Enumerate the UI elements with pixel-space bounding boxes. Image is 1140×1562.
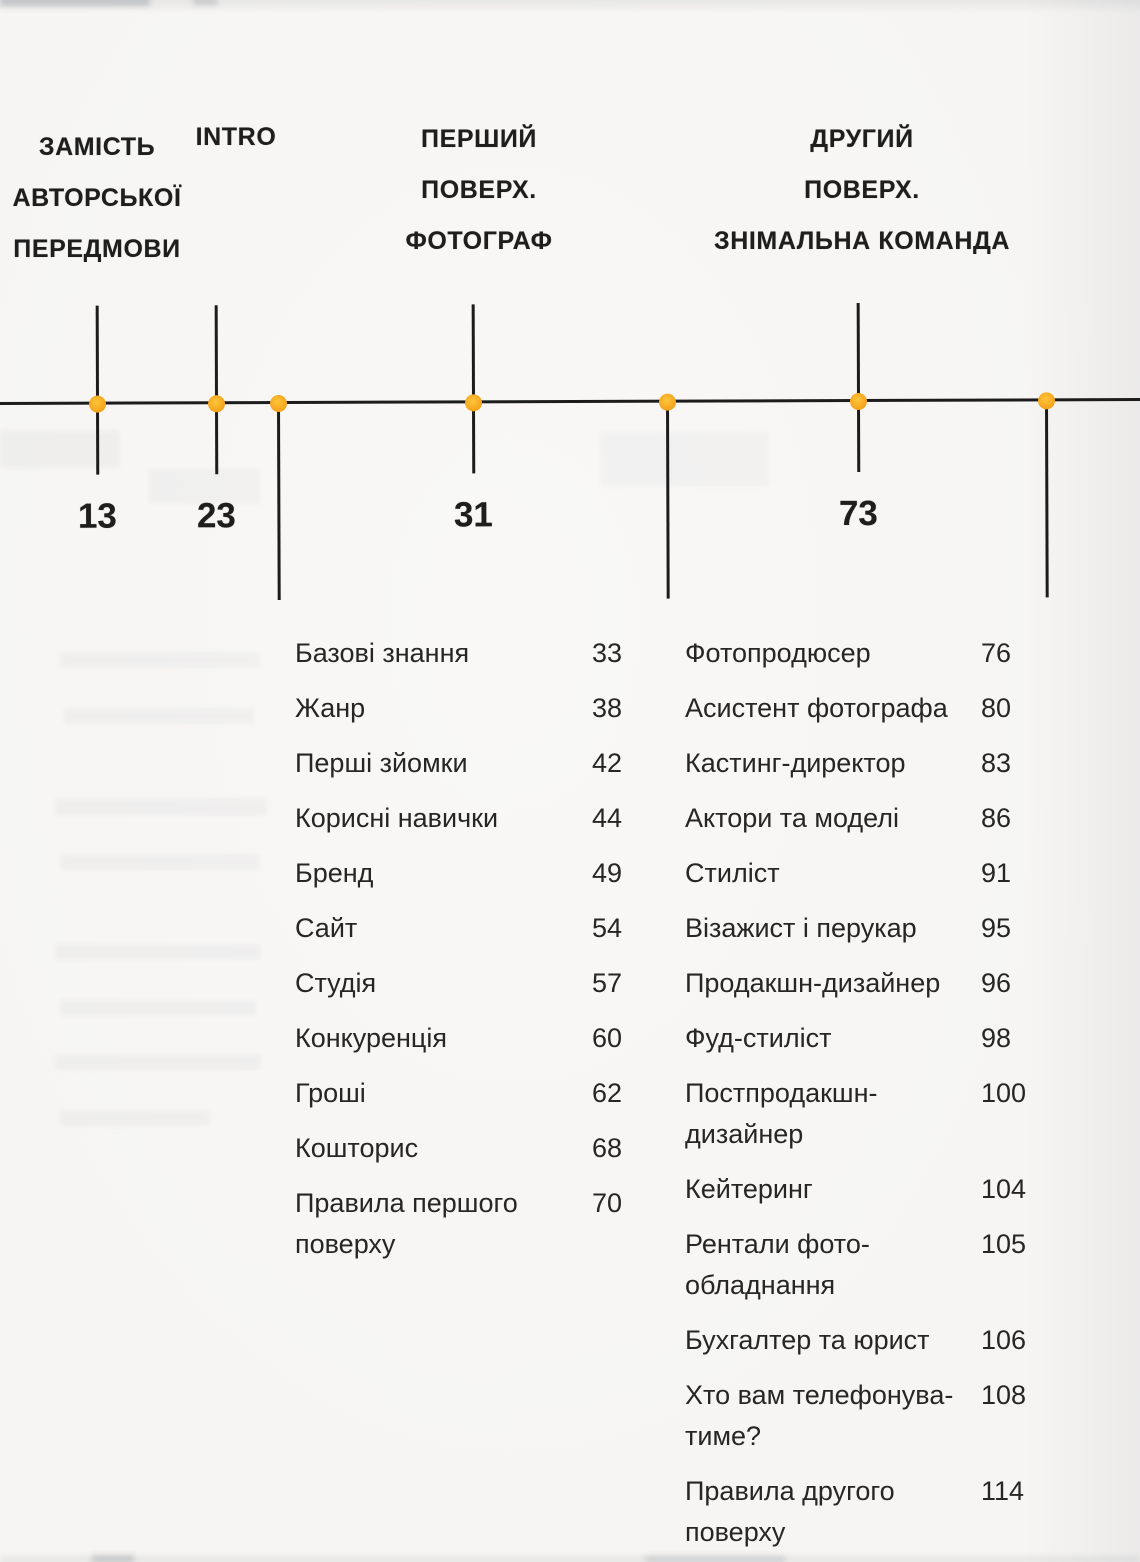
toc-item-page: 100 <box>981 1078 1027 1108</box>
toc-item-page: 42 <box>592 748 623 778</box>
toc-item-page: 44 <box>592 803 623 833</box>
toc-item-page: 57 <box>592 968 623 998</box>
heading-line: ФОТОГРАФ <box>405 227 553 255</box>
timeline-dot <box>464 394 481 411</box>
toc-item-title: Бухгалтер та юрист <box>685 1325 930 1355</box>
heading-line: INTRO <box>195 123 277 151</box>
timeline-dot <box>207 395 224 412</box>
toc-item-title: Базові знання <box>295 638 470 668</box>
toc-item <box>295 1183 635 1265</box>
timeline-dot <box>1037 392 1054 409</box>
timeline-divider-line <box>1045 401 1049 597</box>
timeline-dot <box>658 393 675 410</box>
toc-item <box>685 908 1030 949</box>
toc-item-page: 62 <box>592 1078 623 1108</box>
timeline-tick <box>472 403 475 473</box>
toc-item <box>685 633 1030 674</box>
toc-item <box>295 853 635 894</box>
heading-line: ЗАМІСТЬ <box>38 133 156 161</box>
toc-item-title: Жанр <box>295 693 366 723</box>
bleed-through-text <box>55 798 267 816</box>
toc-item <box>295 908 635 949</box>
toc-item-page: 96 <box>981 968 1012 998</box>
scan-edge-bottom-mark <box>92 1555 134 1562</box>
toc-item <box>685 1073 1030 1155</box>
toc-item <box>685 798 1030 839</box>
timeline-tick <box>856 303 859 400</box>
heading-line: ПОВЕРХ. <box>804 176 920 204</box>
bleed-through-text <box>55 1054 261 1070</box>
toc-item <box>685 743 1030 784</box>
timeline-page-number: 31 <box>453 495 493 535</box>
timeline-tick <box>857 402 860 472</box>
toc-item <box>295 963 635 1004</box>
heading-line: ПЕРЕДМОВИ <box>13 235 181 263</box>
toc-item-page: 70 <box>592 1188 623 1218</box>
toc-item-title: Студія <box>295 968 377 998</box>
heading-line: ЗНІМАЛЬНА КОМАНДА <box>713 227 1011 255</box>
timeline <box>0 0 1140 702</box>
toc-item-page: 105 <box>981 1229 1027 1259</box>
toc-item <box>295 743 635 784</box>
heading-line: ПЕРШИЙ <box>421 125 537 153</box>
toc-item-page: 60 <box>592 1023 623 1053</box>
toc-item-title: Гроші <box>295 1078 366 1108</box>
toc-item-title: Перші зйомки <box>295 748 468 778</box>
toc-item-title: Сайт <box>295 913 358 943</box>
toc-item-title: Хто вам телефонува- <box>685 1380 954 1410</box>
toc-item <box>295 1018 635 1059</box>
toc-item-title: Правила першого <box>295 1188 518 1218</box>
toc-item-page: 95 <box>981 913 1012 943</box>
toc-item-page: 86 <box>981 803 1012 833</box>
toc-item-title: Постпродакшн- <box>685 1078 878 1108</box>
toc-item <box>685 1320 1030 1361</box>
timeline-divider-line <box>666 403 670 599</box>
timeline-dot <box>88 395 105 412</box>
timeline-page-number: 23 <box>196 496 236 536</box>
toc-item-page: 68 <box>592 1133 623 1163</box>
timeline-tick <box>214 305 217 402</box>
toc-item-title: Кастинг-директор <box>685 748 906 778</box>
toc-item-page: 91 <box>981 858 1012 888</box>
toc-item-page: 98 <box>981 1023 1012 1053</box>
bleed-through-text <box>60 854 260 870</box>
toc-item <box>685 963 1030 1004</box>
toc-item-page: 104 <box>981 1174 1027 1204</box>
timeline-tick <box>471 304 474 401</box>
timeline-axis <box>0 398 1140 405</box>
toc-item-page: 114 <box>981 1476 1025 1506</box>
toc-item-title: Фуд-стиліст <box>685 1023 832 1053</box>
toc-item-page: 80 <box>981 693 1012 723</box>
heading-line: АВТОРСЬКОЇ <box>12 184 182 212</box>
bleed-through-text <box>60 1000 256 1016</box>
toc-item <box>295 1128 635 1169</box>
toc-item-page: 106 <box>981 1325 1027 1355</box>
toc-item-title-line2: поверху <box>295 1229 396 1259</box>
toc-item-page: 38 <box>592 693 623 723</box>
heading-line: ДРУГИЙ <box>810 125 914 153</box>
timeline-tick <box>215 404 218 474</box>
toc-item <box>295 798 635 839</box>
bleed-through-text <box>60 1110 210 1126</box>
toc-item-title: Кошторис <box>295 1133 419 1163</box>
toc-item-page: 76 <box>981 638 1012 668</box>
toc-item <box>685 853 1030 894</box>
toc-item <box>295 1073 635 1114</box>
bleed-through-text <box>55 944 261 960</box>
toc-item <box>685 1375 1030 1457</box>
toc-item <box>685 1224 1030 1306</box>
toc-item-title-line2: тиме? <box>685 1421 762 1451</box>
toc-item-title: Візажист і перукар <box>685 913 917 943</box>
timeline-tick <box>95 306 98 403</box>
toc-column-second-floor <box>685 633 1030 1562</box>
timeline-divider-line <box>277 404 281 600</box>
toc-item-title: Правила другого <box>685 1476 895 1506</box>
toc-item-title-line2: дизайнер <box>685 1119 804 1149</box>
timeline-tick <box>96 405 99 475</box>
toc-item-title: Конкуренція <box>295 1023 447 1053</box>
toc-item-title: Асистент фотографа <box>685 693 948 723</box>
toc-item-page: 49 <box>592 858 623 888</box>
toc-item-title: Фотопродюсер <box>685 638 871 668</box>
toc-item <box>685 1471 1030 1553</box>
toc-item-title: Продакшн-дизайнер <box>685 968 941 998</box>
toc-item-title: Корисні навички <box>295 803 499 833</box>
toc-item-page: 54 <box>592 913 623 943</box>
toc-item-page: 108 <box>981 1380 1027 1410</box>
toc-item <box>295 688 635 729</box>
toc-item <box>685 1169 1030 1210</box>
toc-item-title-line2: поверху <box>685 1517 786 1547</box>
toc-item-title: Бренд <box>295 858 374 888</box>
toc-column-first-floor <box>295 633 635 1279</box>
timeline-dot <box>269 394 286 411</box>
toc-item <box>685 688 1030 729</box>
toc-item-page: 83 <box>981 748 1012 778</box>
toc-item-title: Стиліст <box>685 858 780 888</box>
heading-line: ПОВЕРХ. <box>421 176 537 204</box>
toc-item <box>295 633 635 674</box>
toc-item-page: 33 <box>592 638 623 668</box>
toc-item-title: Кейтеринг <box>685 1174 813 1204</box>
bleed-through-text <box>64 708 254 724</box>
toc-item-title: Рентали фото- <box>685 1229 870 1259</box>
toc-item-title: Актори та моделі <box>685 803 899 833</box>
toc-item <box>685 1018 1030 1059</box>
toc-item-title-line2: обладнання <box>685 1270 836 1300</box>
timeline-dot <box>849 392 866 409</box>
timeline-page-number: 13 <box>77 496 117 536</box>
timeline-page-number: 73 <box>838 493 878 534</box>
